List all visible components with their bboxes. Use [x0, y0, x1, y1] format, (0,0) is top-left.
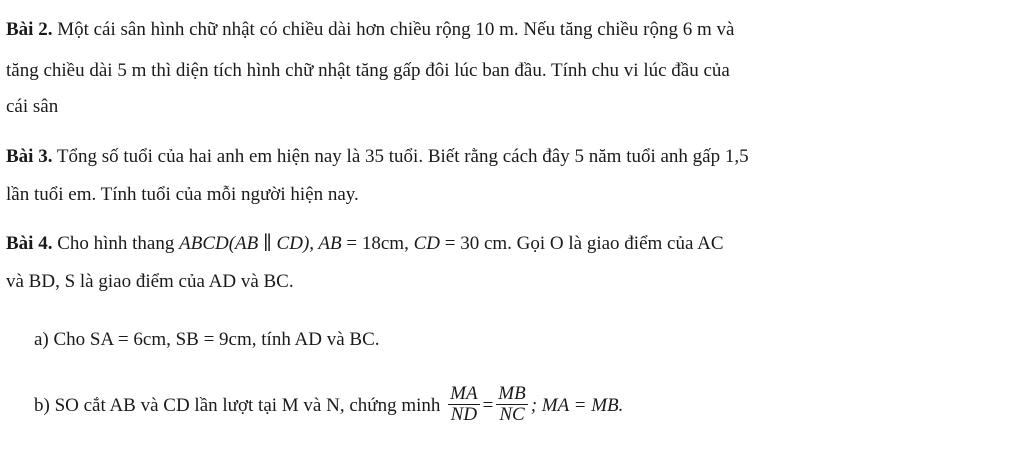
bai2-label: Bài 2.: [6, 19, 53, 40]
fraction-numerator: MB: [498, 383, 526, 404]
bai3-text-1: Tổng số tuổi của hai anh em hiện nay là 35 tuổi. Biết rằng cách đây 5 năm tuổi anh gấp 1,5: [56, 146, 749, 167]
bai4-item-b-tail: ; MA = MB.: [530, 394, 624, 416]
bai2-line-1: [6, 18, 734, 42]
fraction-ma-nd: [448, 384, 479, 425]
fraction-denominator: ND: [450, 404, 478, 425]
bai4-label: Bài 4.: [6, 233, 53, 254]
bai3-line-2: lần tuổi em. Tính tuổi của mỗi người hiện nay.: [6, 184, 359, 205]
bai2-text-1: Một cái sân hình chữ nhật có chiều dài hơn chiều rộng 10 m. Nếu tăng chiều rộng 6 m và: [57, 19, 735, 40]
fraction-denominator: NC: [499, 404, 525, 425]
bai4-line-1: [6, 232, 724, 256]
bai4-math-1: ABCD(AB ∥ CD), AB: [179, 233, 342, 254]
bai4-item-b-text: b) SO cắt AB và CD lần lượt tại M và N, chứng minh: [34, 394, 441, 416]
bai4-item-a: a) Cho SA = 6cm, SB = 9cm, tính AD và BC.: [34, 329, 380, 350]
bai3-line-1: [6, 145, 749, 169]
bai4-eq-2: = 30 cm. Gọi O là giao điểm của AC: [439, 233, 724, 254]
bai2-line-2: tăng chiều dài 5 m thì diện tích hình chữ nhật tăng gấp đôi lúc ban đầu. Tính chu vi lúc đầu của: [6, 60, 730, 81]
bai4-eq-1: = 18cm,: [341, 233, 414, 254]
bai4-item-b: [34, 383, 624, 427]
bai2-line-3: cái sân: [6, 96, 59, 117]
bai3-label: Bài 3.: [6, 146, 53, 167]
bai4-math-2: CD: [413, 233, 440, 254]
fraction-mb-nc: [496, 384, 527, 425]
document-page: [6, 0, 1016, 451]
fraction-numerator: MA: [450, 383, 478, 404]
bai4-text-pre: Cho hình thang: [57, 233, 175, 254]
bai4-line-2: và BD, S là giao điểm của AD và BC.: [6, 271, 294, 292]
equals-sign: =: [482, 394, 494, 416]
